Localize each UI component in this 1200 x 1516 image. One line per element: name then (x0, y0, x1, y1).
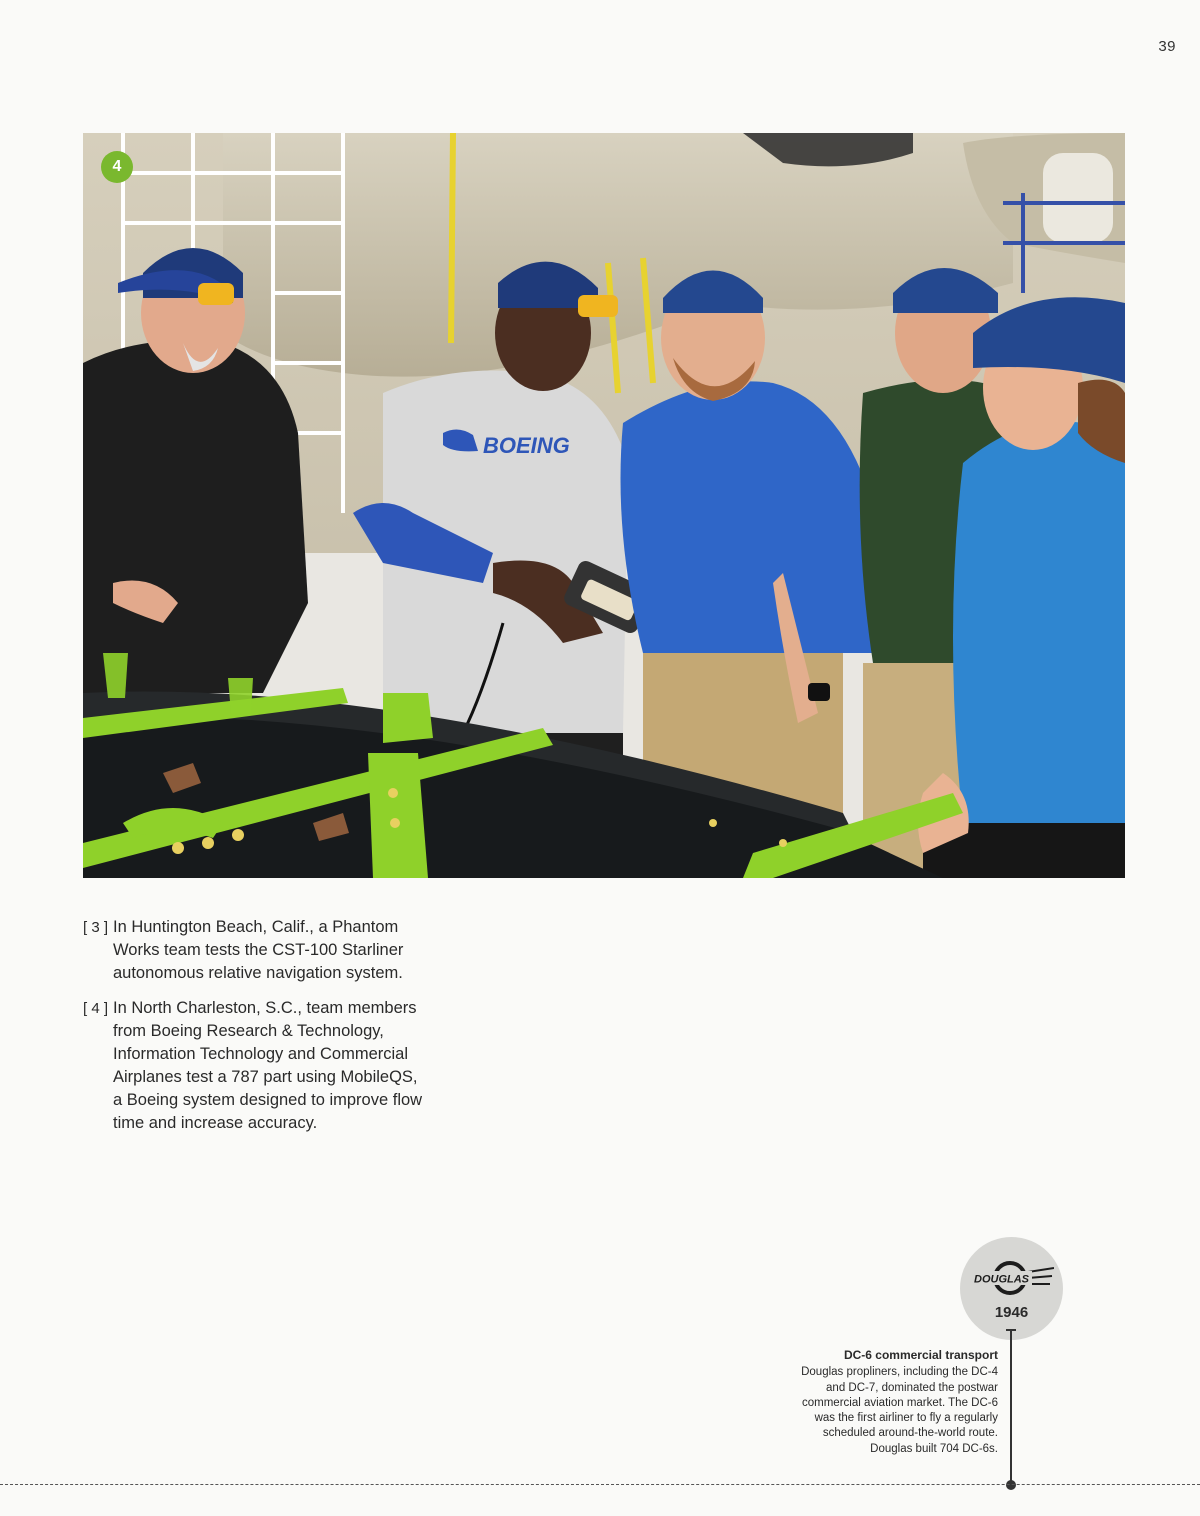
caption-number: [ 3 ] (83, 919, 109, 936)
douglas-logo-text: DOUGLAS (974, 1273, 1029, 1286)
timeline-marker (960, 1237, 1063, 1340)
caption-text: In Huntington Beach, Calif., a Phantom Works team tests the CST-100 Starliner autonomous relative navigation system. (113, 918, 404, 982)
timeline-body: Douglas propliners, including the DC-4 and DC-7, dominated the postwar commercial aviation market. The DC-6 was the first airliner to fly a regularly scheduled around-the-world route. Douglas built 704 DC-6s. (801, 1366, 998, 1455)
timeline-stem (1010, 1330, 1012, 1484)
caption-3 (83, 916, 423, 985)
page-number: 39 (1158, 38, 1176, 55)
photo-illustration (83, 133, 1125, 878)
caption-text: In North Charleston, S.C., team members from Boeing Research & Technology, Information Technology and Commercial Airplanes test a 787 part using MobileQS, a Boeing system designed to improve flow time and increase accuracy. (113, 999, 423, 1132)
timeline-entry (800, 1348, 998, 1457)
caption-number: [ 4 ] (83, 1000, 109, 1017)
captions (83, 916, 423, 1147)
timeline-rule (0, 1484, 1200, 1485)
team-photo (83, 133, 1125, 878)
timeline-title: DC-6 commercial transport (843, 1348, 998, 1362)
photo-number-badge: 4 (101, 151, 133, 183)
timeline-year: 1946 (994, 1304, 1029, 1321)
caption-4 (83, 997, 423, 1135)
shirt-logo: BOEING (483, 433, 570, 458)
douglas-logo-icon (970, 1259, 1054, 1297)
timeline-dot (1006, 1480, 1016, 1490)
